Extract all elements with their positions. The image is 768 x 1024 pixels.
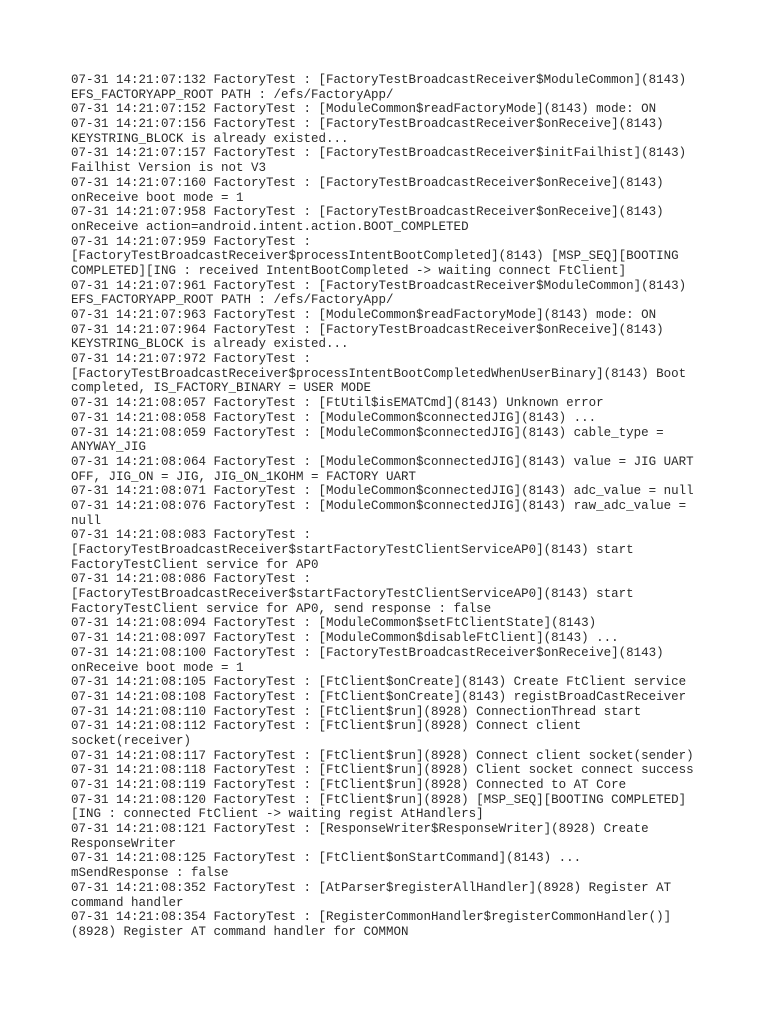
log-line: onReceive boot mode = 1 <box>71 190 244 205</box>
log-line: EFS_FACTORYAPP_ROOT PATH : /efs/FactoryApp/ <box>71 293 394 308</box>
log-line: 07-31 14:21:08:112 FactoryTest : [FtClient$run](8928) Connect client <box>71 719 582 734</box>
log-line: 07-31 14:21:08:076 FactoryTest : [ModuleCommon$connectedJIG](8143) raw_adc_value = <box>71 498 687 513</box>
log-line: 07-31 14:21:07:963 FactoryTest : [ModuleCommon$readFactoryMode](8143) mode: ON <box>71 308 657 322</box>
log-line: onReceive boot mode = 1 <box>71 660 244 675</box>
log-line: ResponseWriter <box>71 836 177 851</box>
log-line: OFF, JIG_ON = JIG, JIG_ON_1KOHM = FACTORY UART <box>71 469 417 484</box>
log-line: onReceive action=android.intent.action.BOOT_COMPLETED <box>71 219 469 234</box>
log-line: 07-31 14:21:08:354 FactoryTest : [RegisterCommonHandler$registerCommonHandler()] <box>71 910 672 925</box>
log-line: 07-31 14:21:08:057 FactoryTest : [FtUtil$isEMATCmd](8143) Unknown error <box>71 396 604 411</box>
log-line: 07-31 14:21:08:071 FactoryTest : [ModuleCommon$connectedJIG](8143) adc_value = null <box>71 484 694 499</box>
log-line: 07-31 14:21:08:352 FactoryTest : [AtParser$registerAllHandler](8928) Register AT <box>71 880 672 895</box>
log-line: 07-31 14:21:08:097 FactoryTest : [ModuleCommon$disableFtClient](8143) ... <box>71 631 619 646</box>
log-line: FactoryTestClient service for AP0, send response : false <box>71 601 492 616</box>
log-line: 07-31 14:21:07:964 FactoryTest : [FactoryTestBroadcastReceiver$onReceive](8143) <box>71 322 664 337</box>
log-line: 07-31 14:21:08:105 FactoryTest : [FtClient$onCreate](8143) Create FtClient service <box>71 675 687 690</box>
log-line: 07-31 14:21:08:121 FactoryTest : [ResponseWriter$ResponseWriter](8928) Create <box>71 822 649 837</box>
log-line: 07-31 14:21:08:125 FactoryTest : [FtClient$onStartCommand](8143) ... <box>71 851 582 866</box>
log-line: 07-31 14:21:08:117 FactoryTest : [FtClient$run](8928) Connect client socket(sender) <box>71 748 694 763</box>
log-line: [FactoryTestBroadcastReceiver$processIntentBootCompleted](8143) [MSP_SEQ][BOOTING <box>71 249 679 264</box>
log-line: 07-31 14:21:07:961 FactoryTest : [FactoryTestBroadcastReceiver$ModuleCommon](8143) <box>71 278 687 293</box>
log-line: 07-31 14:21:07:972 FactoryTest : <box>71 352 312 367</box>
log-line: [ING : connected FtClient -> waiting regist AtHandlers] <box>71 807 484 822</box>
log-line: [FactoryTestBroadcastReceiver$startFactoryTestClientServiceAP0](8143) start <box>71 587 634 602</box>
log-line: 07-31 14:21:08:058 FactoryTest : [ModuleCommon$connectedJIG](8143) ... <box>71 410 597 425</box>
log-line: 07-31 14:21:08:118 FactoryTest : [FtClient$run](8928) Client socket connect success <box>71 763 694 778</box>
log-line: [FactoryTestBroadcastReceiver$startFactoryTestClientServiceAP0](8143) start <box>71 543 634 557</box>
log-line: 07-31 14:21:08:094 FactoryTest : [ModuleCommon$setFtClientState](8143) <box>71 616 597 631</box>
log-line: 07-31 14:21:08:108 FactoryTest : [FtClient$onCreate](8143) registBroadCastReceiver <box>71 689 687 704</box>
log-line: null <box>71 513 102 528</box>
log-line: 07-31 14:21:07:958 FactoryTest : [FactoryTestBroadcastReceiver$onReceive](8143) <box>71 205 664 220</box>
log-text-block <box>71 73 711 940</box>
log-line: (8928) Register AT command handler for COMMON <box>71 924 409 939</box>
log-line: 07-31 14:21:07:132 FactoryTest : [FactoryTestBroadcastReceiver$ModuleCommon](8143) <box>71 73 687 87</box>
log-line: 07-31 14:21:08:083 FactoryTest : <box>71 528 312 543</box>
log-line: socket(receiver) <box>71 733 192 748</box>
log-line: 07-31 14:21:08:059 FactoryTest : [ModuleCommon$connectedJIG](8143) cable_type = <box>71 425 664 440</box>
log-line: 07-31 14:21:08:100 FactoryTest : [FactoryTestBroadcastReceiver$onReceive](8143) <box>71 645 664 660</box>
log-line: 07-31 14:21:07:959 FactoryTest : <box>71 234 312 249</box>
log-line: 07-31 14:21:07:152 FactoryTest : [ModuleCommon$readFactoryMode](8143) mode: ON <box>71 102 657 117</box>
log-line: 07-31 14:21:08:086 FactoryTest : <box>71 572 312 587</box>
log-line: COMPLETED][ING : received IntentBootCompleted -> waiting connect FtClient] <box>71 263 627 278</box>
log-line: 07-31 14:21:08:119 FactoryTest : [FtClient$run](8928) Connected to AT Core <box>71 778 627 792</box>
log-line: 07-31 14:21:08:120 FactoryTest : [FtClient$run](8928) [MSP_SEQ][BOOTING COMPLETED] <box>71 792 687 807</box>
log-line: FactoryTestClient service for AP0 <box>71 557 319 572</box>
log-line: 07-31 14:21:08:110 FactoryTest : [FtClient$run](8928) ConnectionThread start <box>71 704 642 719</box>
log-line: EFS_FACTORYAPP_ROOT PATH : /efs/FactoryApp/ <box>71 87 394 102</box>
log-line: KEYSTRING_BLOCK is already existed... <box>71 131 349 146</box>
log-line: command handler <box>71 895 184 910</box>
log-line: ANYWAY_JIG <box>71 440 147 455</box>
log-line: 07-31 14:21:07:157 FactoryTest : [FactoryTestBroadcastReceiver$initFailhist](8143) <box>71 146 687 161</box>
log-line: 07-31 14:21:07:160 FactoryTest : [FactoryTestBroadcastReceiver$onReceive](8143) <box>71 175 664 190</box>
log-line: Failhist Version is not V3 <box>71 161 267 176</box>
log-line: mSendResponse : false <box>71 866 229 881</box>
log-line: KEYSTRING_BLOCK is already existed... <box>71 337 349 352</box>
log-line: [FactoryTestBroadcastReceiver$processIntentBootCompletedWhenUserBinary](8143) Boot <box>71 366 687 381</box>
log-line: 07-31 14:21:08:064 FactoryTest : [ModuleCommon$connectedJIG](8143) value = JIG UART <box>71 454 694 469</box>
log-line: 07-31 14:21:07:156 FactoryTest : [FactoryTestBroadcastReceiver$onReceive](8143) <box>71 117 664 132</box>
log-line: completed, IS_FACTORY_BINARY = USER MODE <box>71 381 372 396</box>
